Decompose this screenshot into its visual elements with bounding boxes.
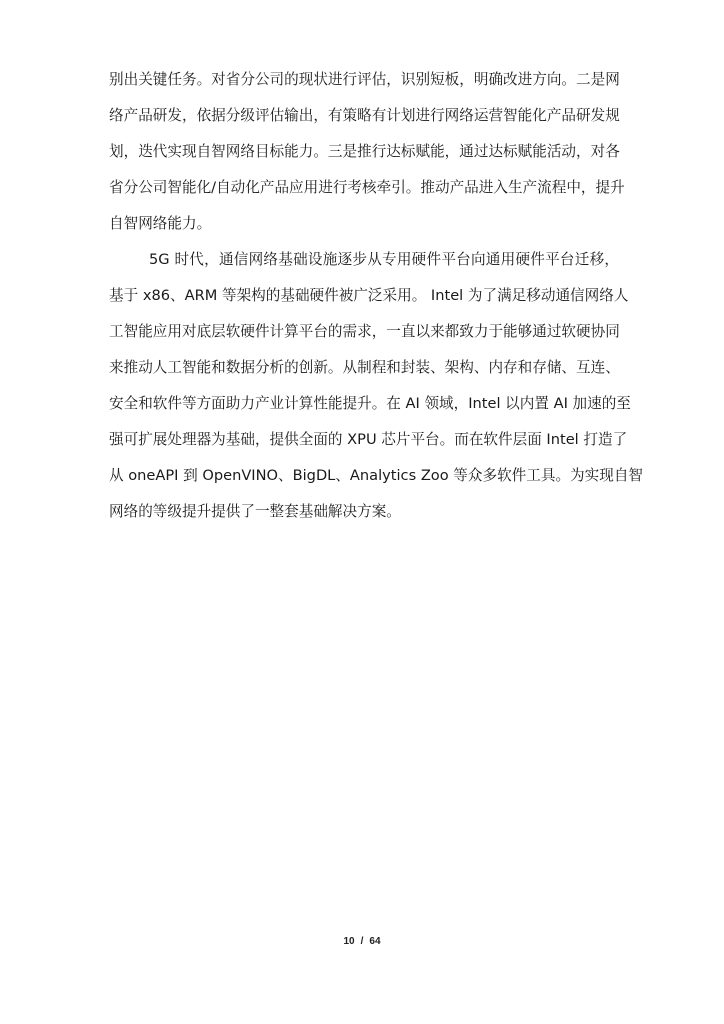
page-number-footer [0, 936, 724, 947]
paragraph-line: 络产品研发，依据分级评估输出，有策略有计划进行网络运营智能化产品研发规 [109, 107, 620, 124]
paragraph-line: 从 oneAPI 到 OpenVINO、BigDL、Analytics Zoo 等众多软件工具。为实现自智 [109, 467, 644, 484]
paragraph-line: 省分公司智能化/自动化产品应用进行考核牵引。推动产品进入生产流程中，提升 [109, 179, 625, 196]
paragraph-line: 强可扩展处理器为基础，提供全面的 XPU 芯片平台。而在软件层面 Intel 打造了 [109, 431, 628, 448]
paragraph-2 [109, 242, 644, 530]
paragraph-line: 工智能应用对底层软硬件计算平台的需求，一直以来都致力于能够通过软硬协同 [109, 323, 620, 340]
paragraph-line: 自智网络能力。 [109, 215, 212, 232]
paragraph-line: 基于 x86、ARM 等架构的基础硬件被广泛采用。 Intel 为了满足移动通信网络人 [109, 287, 629, 304]
total-page-count: 64 [369, 936, 381, 947]
paragraph-line: 别出关键任务。对省分公司的现状进行评估，识别短板，明确改进方向。二是网 [109, 71, 620, 88]
paragraph-line: 网络的等级提升提供了一整套基础解决方案。 [109, 503, 401, 520]
paragraph-line: 来推动人工智能和数据分析的创新。从制程和封装、架构、内存和存储、互连、 [109, 359, 620, 376]
paragraph-line: 安全和软件等方面助力产业计算性能提升。在 AI 领域，Intel 以内置 AI 加速的至 [109, 395, 631, 412]
paragraph-line: 划，迭代实现自智网络目标能力。三是推行达标赋能，通过达标赋能活动，对各 [109, 143, 620, 160]
paragraph-line: 5G 时代，通信网络基础设施逐步从专用硬件平台向通用硬件平台迁移， [149, 251, 619, 268]
page-separator: / [360, 936, 364, 947]
paragraph-1 [109, 62, 625, 242]
body-text [109, 62, 644, 530]
current-page-number: 10 [343, 936, 355, 947]
